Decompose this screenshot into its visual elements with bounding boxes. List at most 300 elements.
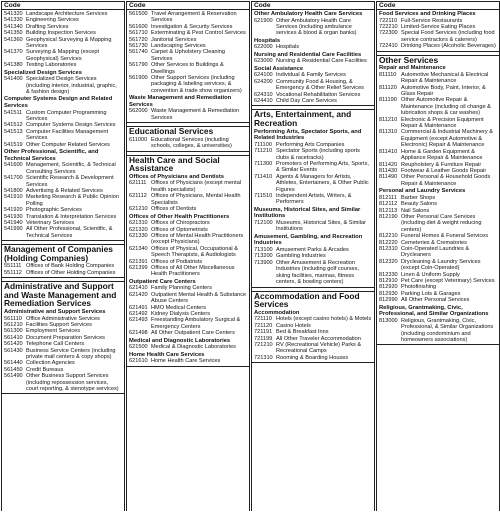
industry-label: Advertising & Related Services — [26, 187, 103, 194]
code-entry — [4, 373, 122, 392]
naics-code: 812112 — [379, 201, 398, 208]
naics-code: 624200 — [254, 78, 273, 85]
industry-label: Special Food Services (including food service contractors & caterers) — [401, 30, 495, 43]
naics-code: 722300 — [379, 30, 398, 37]
naics-code: 561110 — [4, 315, 22, 322]
section-box — [2, 281, 124, 394]
industry-label: Drafting Services — [26, 23, 69, 30]
subsection-heading: Outpatient Care Centers — [129, 278, 196, 285]
industry-label: Kidney Dialysis Centers — [151, 310, 211, 317]
industry-label: All Other Professional, Scientific, & Technical Services — [26, 226, 113, 239]
subsection-heading: Religious, Grantmaking, Civic, Professional, and Similar Organizations — [379, 304, 489, 318]
code-entry — [4, 62, 122, 68]
industry-label: Other Personal & Household Goods Repair & Maintenance — [401, 174, 491, 187]
code-entry — [129, 11, 247, 24]
naics-code: 541910 — [4, 194, 23, 201]
naics-code: 541920 — [4, 207, 23, 214]
code-entry — [4, 142, 122, 148]
naics-code: 622000 — [254, 44, 273, 51]
subsection-heading: Personal and Laundry Services — [379, 188, 466, 195]
naics-code: 812111 — [379, 194, 397, 201]
industry-label: Engineering Services — [26, 17, 79, 24]
industry-label: Museums, Historical Sites, & Similar Institutions — [276, 220, 366, 233]
code-entry — [379, 72, 497, 85]
industry-label: Casino Hotels — [276, 322, 311, 329]
naics-code: 611000 — [129, 136, 148, 143]
industry-label: Offices of Physicians, Mental Health Specialists — [151, 193, 241, 206]
industry-label: Other Automotive Repair & Maintenance (including oil change & lubrication shops & car washes) — [401, 97, 491, 117]
naics-code: 722210 — [379, 24, 398, 30]
naics-code: 551111 — [4, 263, 22, 270]
naics-code: 541340 — [4, 23, 23, 30]
industry-label: Bed & Breakfast Inns — [276, 329, 329, 336]
industry-label: Barber Shops — [401, 194, 436, 201]
subsection-heading: Waste Management and Remediation Services — [129, 95, 232, 108]
section-box — [377, 55, 499, 346]
section-box — [252, 109, 374, 287]
industry-label: Family Planning Centers — [151, 285, 212, 292]
industry-label: Offices of Bank Holding Companies — [26, 263, 115, 270]
subsection-heading: Museums, Historical Sites, and Similar Institutions — [254, 206, 361, 220]
naics-code: 561720 — [129, 36, 148, 43]
subsection-heading: Repair and Maintenance — [379, 65, 446, 72]
subsection-heading: Food Services and Drinking Places — [379, 11, 476, 17]
naics-code: 551112 — [4, 269, 22, 276]
code-entry — [254, 193, 372, 206]
industry-label: Funeral Homes & Funeral Services — [401, 233, 489, 240]
naics-code: 811420 — [379, 161, 398, 168]
industry-label: Pet Care (except Veterinary) Services — [401, 278, 495, 284]
industry-label: Spectator Sports (including sports clubs & racetracks) — [276, 148, 360, 161]
naics-code: 721199 — [254, 335, 273, 342]
industry-label: Custom Computer Programming Services — [26, 109, 107, 123]
column-4 — [376, 1, 500, 511]
industry-label: Commercial & Industrial Machinery & Equipment (except Automotive & Electronic) Repair & Maintenance — [401, 129, 494, 149]
section-title: Arts, Entertainment, and Recreation — [254, 109, 352, 129]
subsection-heading: Social Assistance — [254, 65, 304, 72]
code-entry — [129, 358, 247, 364]
code-entry — [379, 117, 497, 130]
industry-label: Individual & Family Services — [276, 72, 346, 79]
industry-label: Nursing & Residential Care Facilities — [276, 58, 367, 65]
naics-code: 561420 — [4, 341, 23, 348]
section-title: Management of Companies (Holding Companies) — [4, 244, 113, 263]
naics-code: 623000 — [254, 58, 273, 65]
industry-label: Child Day Care Services — [276, 98, 337, 105]
naics-code: 811490 — [379, 174, 398, 181]
code-entry — [254, 98, 372, 104]
industry-label: Translation & Interpretation Services — [26, 213, 117, 220]
industry-label: Carpet & Upholstery Cleaning Services — [151, 49, 225, 62]
industry-label: Performing Arts Companies — [276, 141, 345, 148]
naics-code: 811190 — [379, 97, 397, 104]
code-entry — [129, 75, 247, 94]
naics-code: 621493 — [129, 317, 148, 324]
code-column-header: Code — [252, 2, 374, 10]
naics-code: 812320 — [379, 258, 398, 265]
code-entry — [129, 344, 247, 350]
naics-code: 711210 — [254, 148, 273, 155]
naics-code: 561440 — [4, 360, 23, 367]
industry-label: Coin-Operated Laundries & Drycleaners — [401, 245, 470, 259]
naics-code: 621340 — [129, 245, 148, 252]
subsection-heading: Amusement, Gambling, and Recreation Industries — [254, 233, 363, 247]
naics-code: 561300 — [4, 328, 23, 335]
code-entry — [129, 246, 247, 259]
section-box — [127, 126, 249, 151]
naics-code: 711100 — [254, 141, 272, 148]
code-entry — [254, 18, 372, 37]
industry-label: Other Services to Buildings & Dwellings — [151, 62, 224, 75]
naics-code: 621310 — [129, 220, 148, 227]
industry-label: Educational Services (including schools, colleges, & universities) — [151, 136, 232, 150]
section-box — [127, 155, 249, 367]
section-box — [2, 244, 124, 278]
code-entry — [4, 270, 122, 276]
subsection-heading: Other Professional, Scientific, and Technical Services — [4, 149, 99, 162]
code-entry — [254, 220, 372, 233]
code-entry — [129, 62, 247, 75]
code-entry — [379, 97, 497, 116]
naics-code: 811110 — [379, 71, 397, 78]
subsection-heading: Other Ambulatory Health Care Services — [254, 11, 363, 17]
industry-label: Footwear & Leather Goods Repair — [401, 167, 487, 174]
naics-code: 621410 — [129, 285, 148, 292]
subsection-heading: Specialized Design Services — [4, 69, 82, 76]
naics-code: 541940 — [4, 219, 23, 226]
section-box — [2, 1, 124, 241]
code-entry — [129, 49, 247, 62]
naics-code: 541400 — [4, 76, 23, 83]
code-entry — [379, 297, 497, 303]
naics-code: 621330 — [129, 232, 148, 239]
naics-code: 561210 — [4, 321, 23, 328]
code-entry — [254, 260, 372, 286]
naics-code: 561730 — [129, 43, 148, 50]
subsection-heading: Offices of Other Health Practitioners — [129, 213, 230, 220]
industry-label: Gambling Industries — [276, 253, 326, 260]
industry-label: Travel Arrangement & Reservation Services — [151, 11, 237, 24]
industry-label: Offices of Dentists — [151, 206, 197, 213]
industry-label: Landscape Architecture Services — [26, 11, 108, 17]
section-box — [377, 1, 499, 52]
naics-code: 541990 — [4, 226, 23, 233]
industry-label: Other Amusement & Recreation Industries (including golf courses, skiing facilities, marinas, fitness centers, & bowling centers) — [276, 259, 360, 286]
industry-label: Building Inspection Services — [26, 30, 96, 37]
code-entry — [4, 348, 122, 361]
naics-code: 711510 — [254, 193, 273, 200]
column-3 — [251, 1, 375, 511]
naics-code: 721110 — [254, 316, 272, 323]
subsection-heading: Administrative and Support Services — [4, 308, 106, 315]
industry-label: RV (Recreational Vehicle) Parks & Recreational Camps — [276, 341, 362, 355]
naics-code: 541512 — [4, 122, 23, 129]
naics-code: 541930 — [4, 213, 23, 220]
naics-code: 541360 — [4, 36, 23, 43]
naics-code: 621491 — [129, 304, 148, 311]
naics-code: 812990 — [379, 297, 398, 304]
industry-label: Geophysical Surveying & Mapping Services — [26, 36, 112, 50]
industry-label: Automotive Mechanical & Electrical Repair & Maintenance — [401, 71, 489, 85]
code-entry — [379, 30, 497, 43]
naics-code: 812190 — [379, 213, 398, 220]
industry-label: All Other Traveler Accommodation — [276, 335, 361, 342]
code-entry — [129, 265, 247, 278]
naics-code: 541370 — [4, 49, 23, 56]
column-1 — [1, 1, 125, 511]
industry-label: Veterinary Services — [26, 219, 75, 226]
naics-code: 813000 — [379, 317, 398, 324]
code-column-header: Code — [2, 2, 124, 10]
industry-label: Testing Laboratories — [26, 62, 77, 69]
code-entry — [254, 342, 372, 355]
code-entry — [254, 161, 372, 174]
code-entry — [254, 355, 372, 361]
naics-code: 721310 — [254, 354, 273, 361]
industry-label: Landscaping Services — [151, 43, 206, 50]
industry-label: Freestanding Ambulatory Surgical & Emergency Centers — [151, 317, 241, 330]
code-entry — [379, 318, 497, 344]
industry-label: Offices of All Other Miscellaneous Health Practitioners — [151, 264, 235, 278]
industry-label: Home & Garden Equipment & Appliance Repair & Maintenance — [401, 148, 483, 162]
code-entry — [254, 148, 372, 161]
naics-code: 812330 — [379, 271, 398, 278]
naics-code: 561900 — [129, 75, 148, 82]
industry-label: Computer Systems Design Services — [26, 122, 116, 129]
code-entry — [4, 162, 122, 175]
code-entry — [129, 233, 247, 246]
naics-code: 811410 — [379, 148, 398, 155]
naics-code: 812910 — [379, 278, 398, 284]
code-entry — [254, 44, 372, 50]
naics-code: 812310 — [379, 245, 398, 252]
naics-code: 561410 — [4, 334, 23, 341]
naics-code: 721210 — [254, 341, 273, 348]
naics-code: 541800 — [4, 187, 23, 194]
code-entry — [129, 180, 247, 193]
industry-label: Business Service Centers (including private mail centers & copy shops) — [26, 347, 116, 360]
industry-label: Amusement Parks & Arcades — [276, 247, 349, 254]
industry-label: Offices of Chiropractors — [151, 220, 210, 227]
industry-label: Full-Service Restaurants — [401, 17, 463, 24]
code-column-header: Code — [127, 2, 249, 10]
industry-label: Electronic & Precision Equipment Repair & Maintenance — [401, 116, 484, 130]
naics-code: 621399 — [129, 264, 148, 271]
industry-label: Telephone Call Centers — [26, 341, 85, 348]
industry-label: Document Preparation Services — [26, 334, 105, 341]
code-entry — [379, 43, 497, 49]
naics-code: 812113 — [379, 207, 398, 214]
code-entry — [129, 330, 247, 336]
subsection-heading: Medical and Diagnostic Laboratories — [129, 337, 231, 344]
industry-label: Other Computer Related Services — [26, 141, 110, 148]
naics-code: 812210 — [379, 233, 398, 240]
industry-label: Employment Services — [26, 328, 81, 335]
section-box — [252, 291, 374, 364]
naics-code: 621111 — [129, 180, 147, 187]
section-box — [127, 1, 249, 123]
industry-label: Surveying & Mapping (except Geophysical) Services — [26, 49, 100, 62]
code-entry — [129, 137, 247, 150]
naics-code: 811210 — [379, 116, 398, 123]
naics-code: 711410 — [254, 173, 273, 180]
naics-code: 541380 — [4, 62, 23, 69]
naics-code: 722110 — [379, 17, 398, 24]
code-entry — [379, 149, 497, 162]
code-entry — [129, 193, 247, 206]
code-entry — [254, 58, 372, 64]
industry-label: Nail Salons — [401, 207, 430, 214]
naics-code: 811310 — [379, 129, 398, 136]
code-entry — [129, 292, 247, 305]
naics-code: 561790 — [129, 62, 148, 69]
industry-label: Promoters of Performing Arts, Sports, & Similar Events — [276, 161, 369, 174]
code-entry — [4, 76, 122, 95]
code-entry — [4, 37, 122, 50]
industry-label: Computer Facilities Management Services — [26, 128, 109, 142]
code-entry — [129, 108, 247, 121]
naics-code: 561430 — [4, 347, 23, 354]
section-title: Other Services — [379, 54, 439, 65]
industry-label: Community Food & Housing, & Emergency & Other Relief Services — [276, 78, 364, 92]
naics-code: 811430 — [379, 167, 398, 174]
industry-label: HMO Medical Centers — [151, 304, 207, 311]
industry-label: Automotive Body, Paint, Interior, & Glass Repair — [401, 84, 486, 98]
industry-label: Offices of Optometrists — [151, 226, 208, 233]
industry-label: All Other Outpatient Care Centers — [151, 330, 235, 337]
naics-code: 713100 — [254, 247, 273, 254]
naics-code: 812930 — [379, 290, 398, 297]
naics-code: 541320 — [4, 11, 23, 17]
naics-code: 621420 — [129, 291, 148, 298]
industry-label: Other Business Support Services (including repossession services, court reporting, & stenotype services) — [26, 373, 119, 392]
naics-code: 624310 — [254, 91, 273, 98]
naics-code: 561740 — [129, 49, 148, 56]
naics-code: 712100 — [254, 220, 273, 227]
naics-code: 621391 — [129, 258, 148, 265]
naics-code: 621500 — [129, 344, 148, 351]
naics-code: 621320 — [129, 226, 148, 233]
industry-label: Other Personal Care Services (including diet & weight reducing centers) — [401, 213, 482, 233]
industry-label: Hospitals — [276, 44, 300, 51]
naics-code: 624410 — [254, 98, 273, 105]
industry-label: Reupholstery & Furniture Repair — [401, 161, 482, 168]
naics-code: 624100 — [254, 72, 273, 79]
code-entry — [379, 129, 497, 148]
industry-label: Specialized Design Services (including interior, industrial, graphic, & fashion design) — [26, 76, 117, 96]
industry-label: Scientific Research & Development Services — [26, 175, 114, 188]
section-box — [252, 1, 374, 106]
industry-label: Religious, Grantmaking, Civic, Professional, & Similar Organizations (including condominium and homeowners associations) — [401, 317, 494, 344]
industry-label: All Other Personal Services — [401, 297, 470, 304]
naics-code: 561490 — [4, 373, 23, 380]
industry-label: Offices of Physical, Occupational & Speech Therapists, & Audiologists — [151, 245, 238, 259]
naics-code: 812220 — [379, 239, 398, 246]
code-entry — [129, 317, 247, 330]
industry-label: Outpatient Mental Health & Substance Abuse Centers — [151, 291, 247, 305]
naics-code: 721191 — [254, 329, 273, 336]
industry-label: Rooming & Boarding Houses — [276, 354, 349, 361]
naics-code: 812920 — [379, 284, 398, 291]
industry-label: Independent Artists, Writers, & Performers — [276, 193, 352, 206]
industry-label: Cemeteries & Crematories — [401, 239, 467, 246]
subsection-heading: Home Health Care Services — [129, 351, 205, 358]
subsection-heading: Offices of Physicians and Dentists — [129, 173, 225, 180]
naics-code: 561450 — [4, 366, 23, 373]
code-entry — [4, 175, 122, 188]
naics-code: 541519 — [4, 141, 23, 148]
industry-label: Facilities Support Services — [26, 321, 92, 328]
industry-label: Drinking Places (Alcoholic Beverages) — [401, 43, 496, 50]
subsection-heading: Hospitals — [254, 37, 281, 44]
industry-label: Offices of Other Holding Companies — [26, 269, 116, 276]
code-entry — [379, 214, 497, 233]
naics-code: 541600 — [4, 162, 23, 169]
industry-label: Medical & Diagnostic Laboratories — [151, 344, 236, 351]
industry-label: Collection Agencies — [26, 360, 75, 367]
industry-label: Marketing Research & Public Opinion Polling — [26, 194, 119, 207]
naics-code: 713900 — [254, 259, 273, 266]
industry-label: Management, Scientific, & Technical Consulting Services — [26, 162, 116, 175]
industry-label: Other Support Services (including packaging & labeling services, & convention & trade show organizers) — [151, 75, 242, 94]
naics-code: 621900 — [254, 17, 273, 24]
industry-label: Other Ambulatory Health Care Services (including ambulance services & blood & organ banks) — [276, 17, 357, 37]
industry-label: Investigation & Security Services — [151, 23, 233, 30]
industry-label: Vocational Rehabilitation Services — [276, 91, 361, 98]
section-title: Health Care and Social Assistance — [129, 154, 220, 174]
industry-label: Linen & Uniform Supply — [401, 271, 460, 278]
industry-label: Janitorial Services — [151, 36, 197, 43]
code-entry — [254, 79, 372, 92]
code-entry — [379, 85, 497, 98]
code-entry — [4, 226, 122, 239]
industry-label: Offices of Mental Health Practitioners (except Physicians) — [151, 232, 244, 246]
code-entry — [379, 246, 497, 259]
industry-label: Beauty Salons — [401, 201, 438, 208]
naics-code: 621112 — [129, 193, 147, 200]
naics-code: 722410 — [379, 43, 398, 50]
naics-code: 621492 — [129, 310, 148, 317]
naics-code: 541700 — [4, 175, 23, 182]
code-entry — [254, 174, 372, 193]
naics-code: 621210 — [129, 206, 148, 213]
subsection-heading: Computer Systems Design and Related Services — [4, 96, 113, 110]
industry-label: Limited-Service Eating Places — [401, 24, 476, 30]
industry-label: Agents & Managers for Artists, Athletes, Entertainers, & Other Public Figures — [276, 173, 369, 193]
naics-code: 541350 — [4, 30, 23, 37]
industry-label: Exterminating & Pest Control Services — [151, 30, 246, 37]
industry-label: Photofinishing — [401, 284, 437, 291]
naics-code: 711300 — [254, 161, 273, 168]
industry-label: Parking Lots & Garages — [401, 290, 461, 297]
code-entry — [4, 49, 122, 62]
code-entry — [4, 194, 122, 207]
naics-code: 811120 — [379, 84, 397, 91]
naics-code: 713200 — [254, 253, 273, 260]
industry-label: Waste Management & Remediation Services — [151, 108, 240, 121]
industry-label: Photographic Services — [26, 207, 82, 214]
code-entry — [4, 110, 122, 123]
industry-label: Hotels (except casino hotels) & Motels — [276, 316, 372, 323]
subsection-heading: Performing Arts, Spectator Sports, and Related Industries — [254, 128, 362, 142]
naics-code: 561500 — [129, 11, 148, 17]
naics-code: 621498 — [129, 330, 148, 337]
section-title: Administrative and Support and Waste Management and Remediation Services — [4, 281, 117, 309]
industry-label: Credit Bureaus — [26, 366, 64, 373]
code-entry — [379, 259, 497, 272]
naics-code: 541511 — [4, 109, 23, 116]
column-2 — [126, 1, 250, 511]
